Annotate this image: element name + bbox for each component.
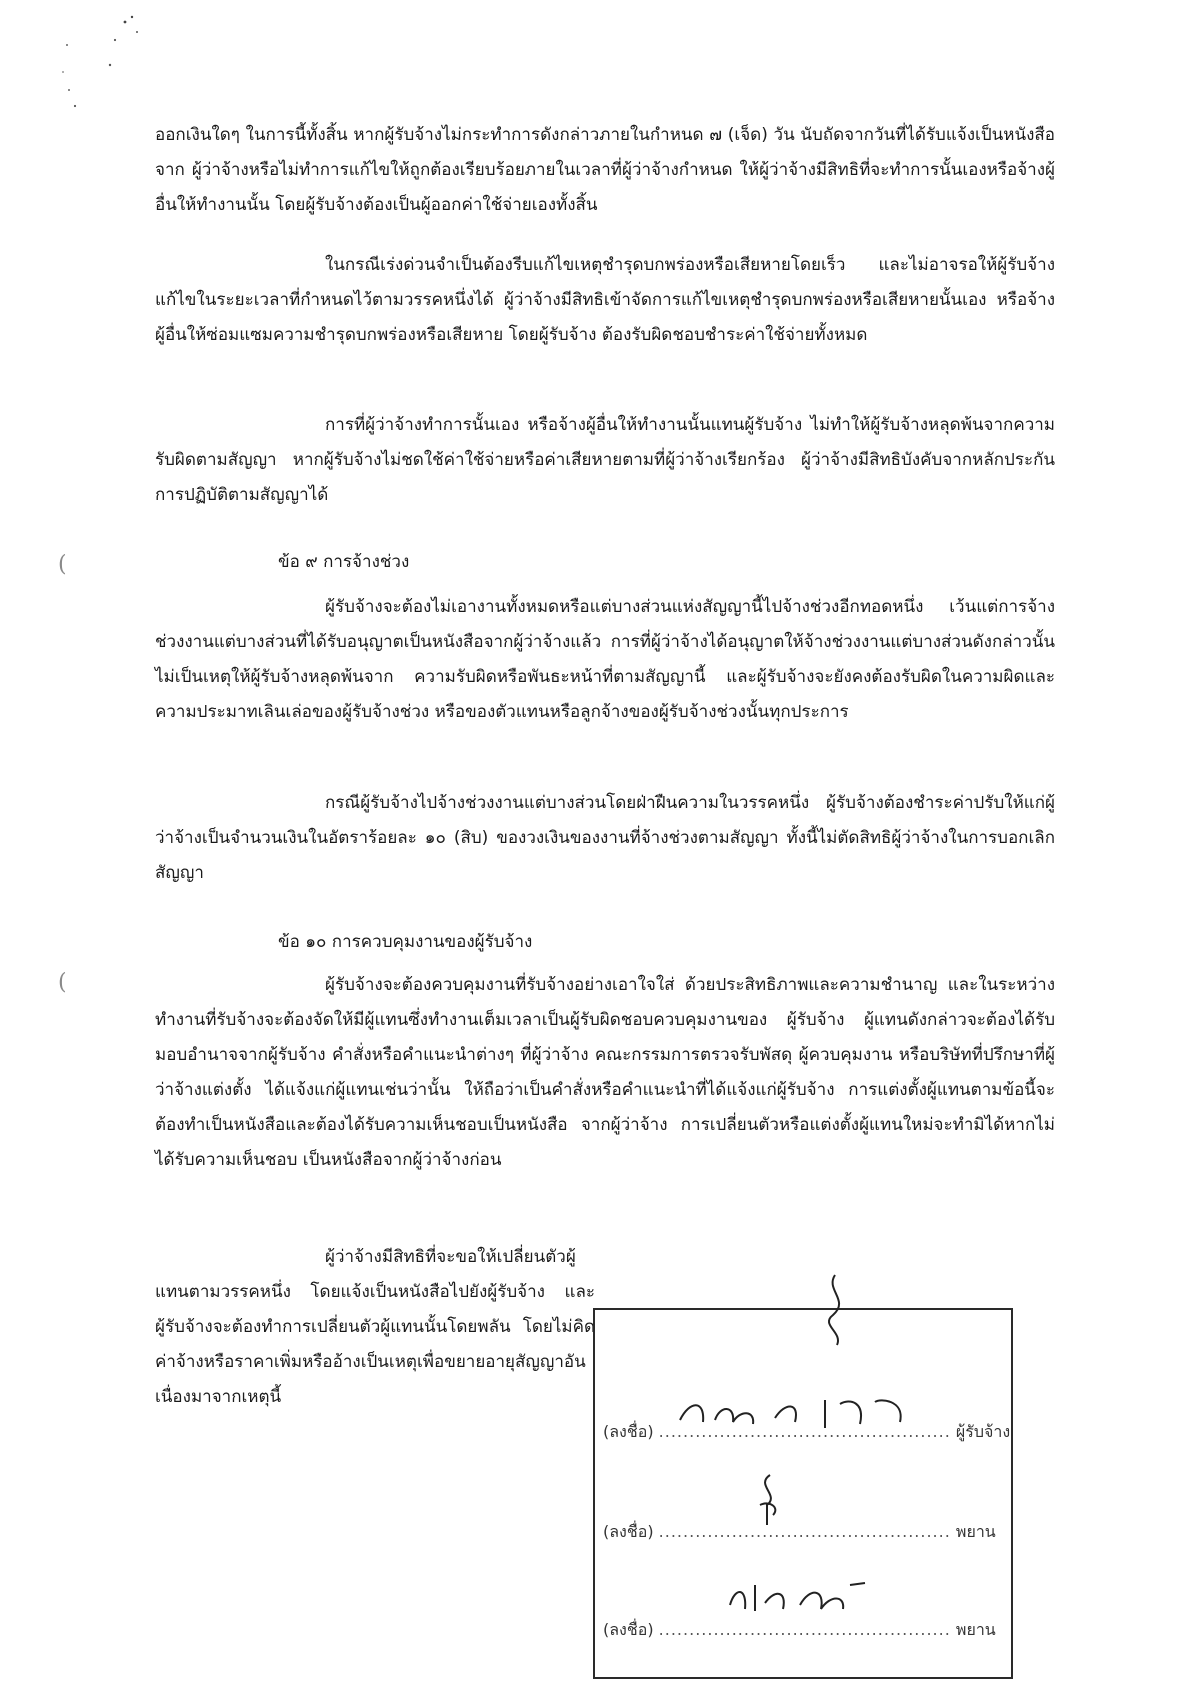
witness-1-signature: [745, 1470, 795, 1530]
paragraph-replace-representative: ผู้ว่าจ้างมีสิทธิที่จะขอให้เปลี่ยนตัวผู้แทนตามวรรคหนึ่ง โดยแจ้งเป็นหนังสือไปยังผู้รับจ้าง และผู้รับจ้างจะต้องทำการเปลี่ยนตัวผู้แทนนั้นโดยพลัน โดยไม่คิดค่าจ้างหรือราคาเพิ่มหรืออ้างเป็นเหตุเพื่อขยายอายุสัญญาอันเนื่องมาจากเหตุนี้: [155, 1247, 595, 1407]
contractor-signature: [675, 1390, 935, 1435]
signature-line-witness-1: (ลงชื่อ) ................................................ พยาน: [603, 1522, 996, 1541]
paragraph-subcontracting: ผู้รับจ้างจะต้องไม่เอางานทั้งหมดหรือแต่บางส่วนแห่งสัญญานี้ไปจ้างช่วงอีกทอดหนึ่ง เว้นแต่การจ้างช่วงงานแต่บางส่วนที่ได้รับอนุญาตเป็นหนังสือจากผู้ว่าจ้างแล้ว การที่ผู้ว่าจ้างได้อนุญาตให้จ้างช่วงงานแต่บางส่วนดังกล่าวนั้น ไม่เป็นเหตุให้ผู้รับจ้างหลุดพ้นจาก ความรับผิดหรือพันธะหน้าที่ตามสัญญานี้ และผู้รับจ้างจะยังคงต้องรับผิดในความผิดและความประมาทเลินเล่อของผู้รับจ้างช่วง หรือของตัวแทนหรือลูกจ้างของผู้รับจ้างช่วงนั้นทุกประการ: [155, 597, 1055, 722]
signature-scribble: [795, 1270, 875, 1350]
clause-9-heading: ข้อ ๙ การจ้างช่วง: [278, 552, 410, 572]
signature-line-contractor: (ลงชื่อ) ................................................ ผู้รับจ้าง: [603, 1422, 1011, 1441]
witness-2-signature: [725, 1575, 875, 1620]
scan-specks: [55, 10, 165, 120]
paragraph-urgent-repair: ในกรณีเร่งด่วนจำเป็นต้องรีบแก้ไขเหตุชำรุดบกพร่องหรือเสียหายโดยเร็ว และไม่อาจรอให้ผู้รับจ้างแก้ไขในระยะเวลาที่กำหนดไว้ตามวรรคหนึ่งได้ ผู้ว่าจ้างมีสิทธิเข้าจัดการแก้ไขเหตุชำรุดบกพร่องหรือเสียหายนั้นเอง หรือจ้างผู้อื่นให้ซ่อมแซมความชำรุดบกพร่องหรือเสียหาย โดยผู้รับจ้าง ต้องรับผิดชอบชำระค่าใช้จ่ายทั้งหมด: [155, 255, 1055, 345]
paragraph-employer-action: การที่ผู้ว่าจ้างทำการนั้นเอง หรือจ้างผู้อื่นให้ทำงานนั้นแทนผู้รับจ้าง ไม่ทำให้ผู้รับจ้างหลุดพ้นจากความรับผิดตามสัญญา หากผู้รับจ้างไม่ชดใช้ค่าใช้จ่ายหรือค่าเสียหายตามที่ผู้ว่าจ้างเรียกร้อง ผู้ว่าจ้างมีสิทธิบังคับจากหลักประกันการปฏิบัติตามสัญญาได้: [155, 415, 1055, 505]
signature-box: [593, 1308, 1013, 1679]
binding-hole-mark: (: [58, 552, 67, 577]
binding-hole-mark: (: [58, 970, 67, 995]
paragraph-subcontract-penalty: กรณีผู้รับจ้างไปจ้างช่วงงานแต่บางส่วนโดยฝ่าฝืนความในวรรคหนึ่ง ผู้รับจ้างต้องชำระค่าปรับให้แก่ผู้ว่าจ้างเป็นจำนวนเงินในอัตราร้อยละ ๑๐ (สิบ) ของวงเงินของงานที่จ้างช่วงตามสัญญา ทั้งนี้ไม่ตัดสิทธิผู้ว่าจ้างในการบอกเลิกสัญญา: [155, 793, 1055, 883]
signature-line-witness-2: (ลงชื่อ) ................................................ พยาน: [603, 1620, 996, 1639]
paragraph-work-supervision: ผู้รับจ้างจะต้องควบคุมงานที่รับจ้างอย่างเอาใจใส่ ด้วยประสิทธิภาพและความชำนาญ และในระหว่างทำงานที่รับจ้างจะต้องจัดให้มีผู้แทนซึ่งทำงานเต็มเวลาเป็นผู้รับผิดชอบควบคุมงานของ ผู้รับจ้าง ผู้แทนดังกล่าวจะต้องได้รับมอบอำนาจจากผู้รับจ้าง คำสั่งหรือคำแนะนำต่างๆ ที่ผู้ว่าจ้าง คณะกรรมการตรวจรับพัสดุ ผู้ควบคุมงาน หรือบริษัทที่ปรึกษาที่ผู้ว่าจ้างแต่งตั้ง ได้แจ้งแก่ผู้แทนเช่นว่านั้น ให้ถือว่าเป็นคำสั่งหรือคำแนะนำที่ได้แจ้งแก่ผู้รับจ้าง การแต่งตั้งผู้แทนตามข้อนี้จะต้องทำเป็นหนังสือและต้องได้รับความเห็นชอบเป็นหนังสือ จากผู้ว่าจ้าง การเปลี่ยนตัวหรือแต่งตั้งผู้แทนใหม่จะทำมิได้หากไม่ได้รับความเห็นชอบ เป็นหนังสือจากผู้ว่าจ้างก่อน: [155, 975, 1055, 1170]
paragraph-continuation: ออกเงินใดๆ ในการนี้ทั้งสิ้น หากผู้รับจ้างไม่กระทำการดังกล่าวภายในกำหนด ๗ (เจ็ด) วัน นับถัดจากวันที่ได้รับแจ้งเป็นหนังสือจาก ผู้ว่าจ้างหรือไม่ทำการแก้ไขให้ถูกต้องเรียบร้อยภายในเวลาที่ผู้ว่าจ้างกำหนด ให้ผู้ว่าจ้างมีสิทธิที่จะทำการนั้นเองหรือจ้างผู้อื่นให้ทำงานนั้น โดยผู้รับจ้างต้องเป็นผู้ออกค่าใช้จ่ายเองทั้งสิ้น: [155, 125, 1055, 215]
clause-10-heading: ข้อ ๑๐ การควบคุมงานของผู้รับจ้าง: [278, 932, 533, 952]
